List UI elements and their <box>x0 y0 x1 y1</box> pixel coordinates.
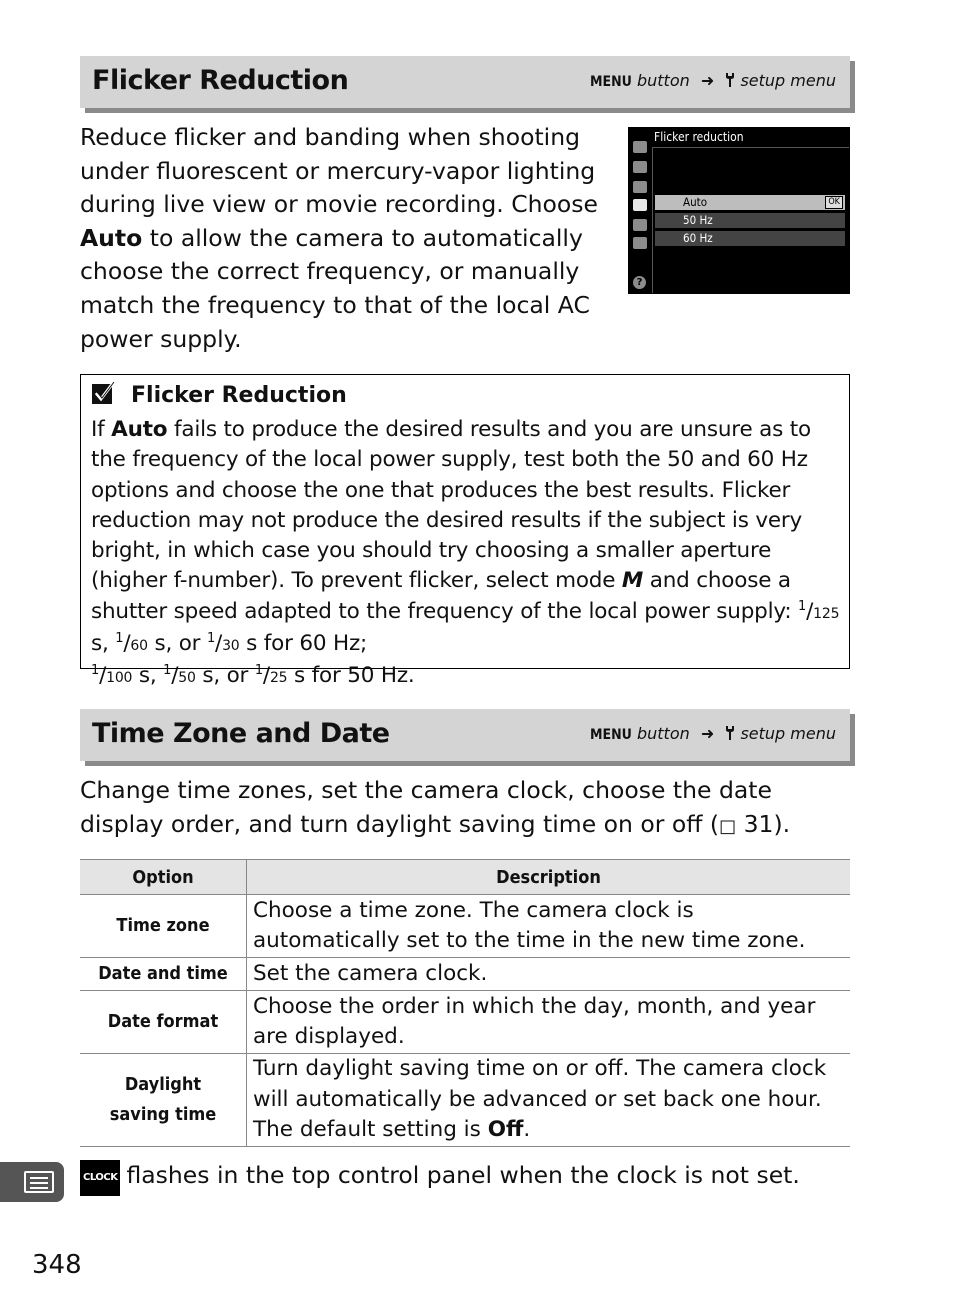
table-row <box>80 958 850 991</box>
table-row <box>80 991 850 1054</box>
retouch-icon <box>633 219 647 231</box>
button-word: button <box>636 724 690 743</box>
menu-name: setup menu <box>740 724 836 743</box>
menu-name: setup menu <box>740 71 836 90</box>
intro-text-end: to allow the camera to automatically choose the correct frequency, or manually match the frequency to that of the local AC power supply. <box>80 223 590 353</box>
intro-bold: Auto <box>80 223 143 252</box>
option-desc: Choose the order in which the day, month, and year are displayed. <box>247 991 851 1054</box>
option-name: Daylight saving time <box>80 1054 247 1147</box>
note-box <box>80 374 850 689</box>
option-desc: Turn daylight saving time on or off. The camera clock will automatically be advanced or set back one hour. The default setting is Off. <box>247 1054 851 1147</box>
clock-indicator-icon: CLOCK <box>80 1160 120 1196</box>
page-ref-icon: □ <box>719 815 737 837</box>
my-menu-icon <box>633 237 647 249</box>
section-header-time-zone <box>80 709 850 761</box>
menu-guide-tab <box>0 1162 64 1202</box>
option-name: Time zone <box>80 895 247 958</box>
flicker-intro <box>80 121 610 356</box>
column-header-description: Description <box>247 860 851 895</box>
note-text: If Auto fails to produce the desired results and you are unsure as to the frequency of the local power supply, test both the 50 and 60 Hz options and choose the one that produces the best results. Flicker reduction may not produce the desired results if the subject is very bright, in which case you should try choosing a smaller aperture (higher f-number). To prevent flicker, select mode M and choose a shutter speed adapted to the frequency of the local power supply: $^1$/125 s, $^1$/60 s, or $^1$/30 s for 60 Hz; $^1$/100 s, $^1$/50 s, or $^1$/25 s for 50 Hz. <box>91 417 840 689</box>
clock-note: CLOCK flashes in the top control panel when the clock is not set. <box>80 1158 800 1196</box>
menu-button-label: MENU <box>589 727 632 743</box>
option-desc: Set the camera clock. <box>247 958 851 991</box>
screen-option-60hz: 60 Hz <box>655 231 845 246</box>
help-icon: ? <box>633 276 646 289</box>
option-desc: Choose a time zone. The camera clock is automatically set to the time in the new time zone. <box>247 895 851 958</box>
time-zone-intro: Change time zones, set the camera clock, choose the date display order, and turn daylight saving time on or off (□ 31). <box>80 776 791 838</box>
screen-option-50hz: 50 Hz <box>655 213 845 228</box>
arrow-icon: ➜ <box>700 724 715 743</box>
menu-path <box>590 71 836 90</box>
table-row <box>80 1054 850 1147</box>
setup-wrench-icon <box>633 199 647 211</box>
table-row <box>80 895 850 958</box>
mode-m-glyph: M <box>621 568 644 594</box>
screen-title: Flicker reduction <box>654 130 744 144</box>
wrench-icon <box>725 72 735 88</box>
intro-text: Reduce flicker and banding when shooting under fluorescent or mercury-vapor lighting during live view or movie recording. Choose <box>80 123 599 219</box>
camera-screen <box>628 127 850 294</box>
button-word: button <box>636 71 690 90</box>
section-title: Flicker Reduction <box>92 65 349 96</box>
ok-badge: OK <box>825 196 843 209</box>
note-title: Flicker Reduction <box>131 383 347 408</box>
menu-list-icon <box>24 1171 54 1193</box>
screen-sidebar <box>630 137 650 292</box>
menu-button-label: MENU <box>589 74 632 90</box>
screen-option-auto: Auto OK <box>655 195 845 210</box>
check-icon <box>91 381 115 405</box>
playback-icon <box>633 141 647 153</box>
pencil-icon <box>633 181 647 193</box>
column-header-option: Option <box>80 860 247 895</box>
table-header-row <box>80 860 850 895</box>
arrow-icon: ➜ <box>700 71 715 90</box>
page-number: 348 <box>32 1250 82 1280</box>
camera-icon <box>633 161 647 173</box>
section-header-flicker <box>80 56 850 108</box>
option-name: Date format <box>80 991 247 1054</box>
wrench-icon <box>725 725 735 741</box>
menu-path <box>590 724 836 743</box>
options-table <box>80 859 850 1147</box>
option-name: Date and time <box>80 958 247 991</box>
section-title: Time Zone and Date <box>92 718 390 749</box>
